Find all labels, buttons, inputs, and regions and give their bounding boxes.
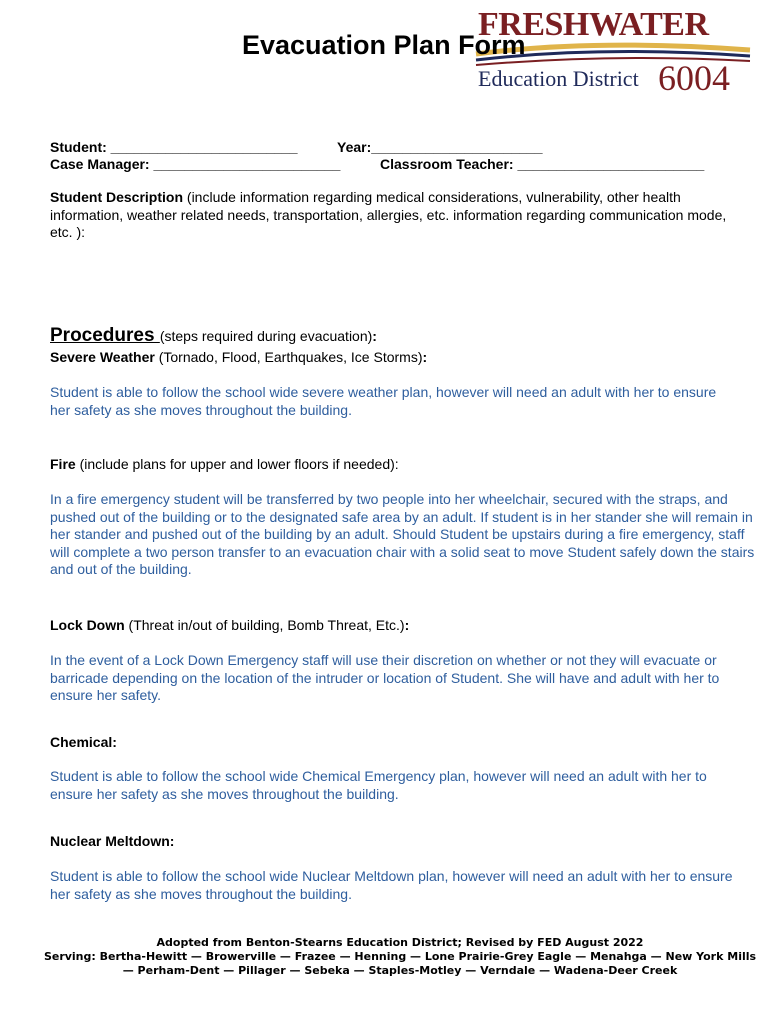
student-field[interactable]: Student: ________________________ xyxy=(50,139,298,155)
nuclear-body: Student is able to follow the school wide Nuclear Meltdown plan, however will need an adult with her to ensure her safety as she moves throughout the building. xyxy=(50,868,733,902)
severe-weather-label: Severe Weather xyxy=(50,349,155,365)
severe-weather-body: Student is able to follow the school wide severe weather plan, however will need an adult with her to ensure her safety as she moves throughout the building. xyxy=(50,384,717,418)
chemical-body: Student is able to follow the school wide Chemical Emergency plan, however will need an adult with her to ensure her safety as she moves throughout the building. xyxy=(50,768,707,802)
footer-adopted: Adopted from Benton-Stearns Education District; Revised by FED August 2022 xyxy=(156,936,644,949)
logo-number: 6004 xyxy=(658,58,730,98)
severe-weather-colon: : xyxy=(422,349,428,365)
lockdown-body: In the event of a Lock Down Emergency staff will use their discretion on whether or not they will evacuate or barricade depending on the location of the intruder or location of Student. She will have and adult with her to ensure her safety. xyxy=(50,652,720,703)
fire-heading xyxy=(50,456,399,474)
nuclear-label: Nuclear Meltdown: xyxy=(50,833,175,849)
lockdown-colon: : xyxy=(404,617,410,633)
student-description-label: Student Description xyxy=(50,189,184,205)
fire-label: Fire xyxy=(50,456,76,472)
student-description-text: (include information regarding medical considerations, vulnerability, other health information, weather related needs, transportation, allergies, etc. information regarding communication mode, etc. ): xyxy=(50,189,727,240)
nuclear-heading xyxy=(50,833,174,851)
classroom-teacher-field[interactable]: Classroom Teacher: ________________________ xyxy=(380,156,705,172)
procedures-note: (steps required during evacuation) xyxy=(159,328,373,344)
page-title: Evacuation Plan Form xyxy=(242,30,526,60)
logo-top-text: FRESHWATER xyxy=(478,6,709,43)
lockdown-note: (Threat in/out of building, Bomb Threat, Etc.) xyxy=(124,617,405,633)
severe-weather-heading xyxy=(50,349,427,367)
fire-body: In a fire emergency student will be transferred by two people into her wheelchair, secured with the straps, and pushed out of the building or to the designated safe area by an adult. If student is in her stander she will remain in her stander and pushed out of the building by an adult. Should Student be upstairs during a fire emergency, staff will complete a two person transfer to an evacuation chair with a solid seat to move Student safely down the stairs and out of the building. xyxy=(50,491,755,577)
footer-serving: Serving: Bertha-Hewitt — Browerville — Frazee — Henning — Lone Prairie-Grey Eagle — Menahga — New York Mills — Perham-Dent — Pillager — Sebeka — Staples-Motley — Verndale — Wadena-Deer Creek xyxy=(43,950,757,977)
procedures-title: Procedures xyxy=(50,325,160,346)
procedures-heading xyxy=(50,325,377,347)
year-field[interactable]: Year:______________________ xyxy=(337,139,543,155)
chemical-label: Chemical: xyxy=(50,734,117,750)
case-manager-field[interactable]: Case Manager: ________________________ xyxy=(50,156,341,172)
footer xyxy=(40,936,760,978)
lockdown-label: Lock Down xyxy=(50,617,125,633)
severe-weather-note: (Tornado, Flood, Earthquakes, Ice Storms) xyxy=(154,349,423,365)
procedures-colon: : xyxy=(372,328,377,344)
fire-note: (include plans for upper and lower floors if needed): xyxy=(75,456,399,472)
chemical-heading xyxy=(50,734,117,752)
logo-bottom-text: Education District xyxy=(478,66,639,91)
student-description xyxy=(50,189,750,242)
lockdown-heading xyxy=(50,617,409,635)
